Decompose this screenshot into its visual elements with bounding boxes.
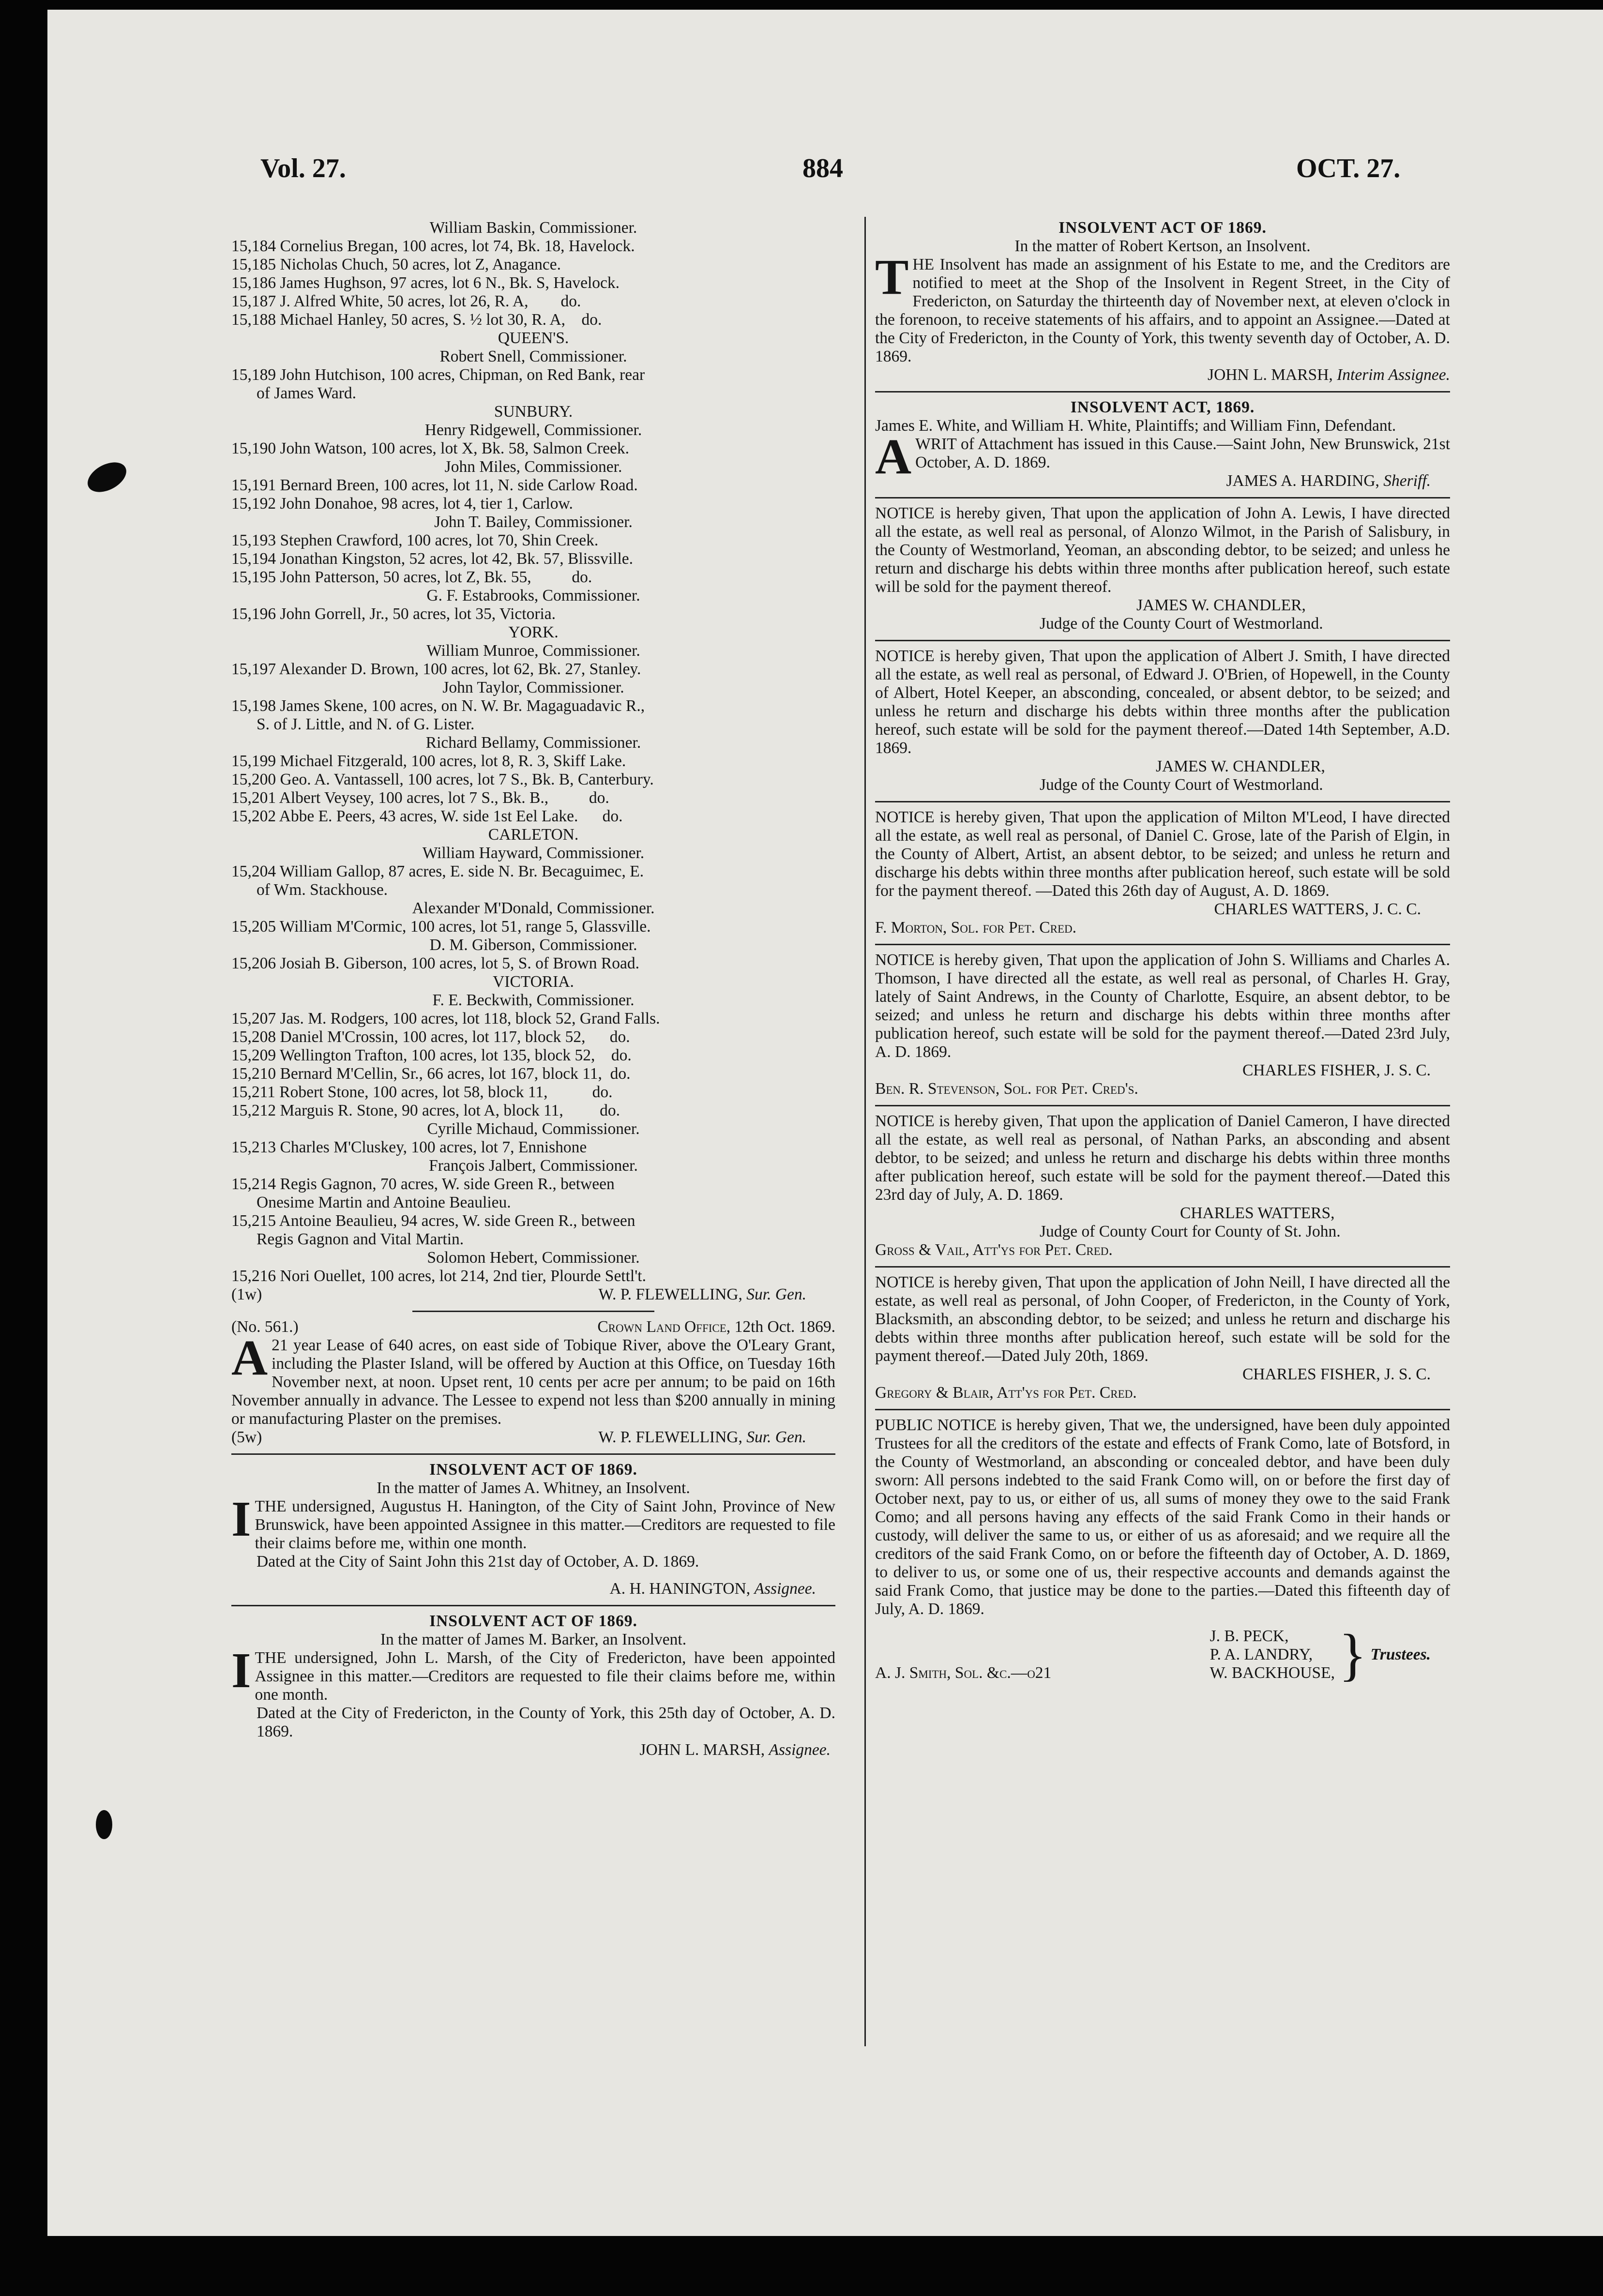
surveyor-signature: [231, 1285, 835, 1304]
trustee-name: W. BACKHOUSE,: [1210, 1664, 1335, 1682]
notice-title: INSOLVENT ACT, 1869.: [1070, 398, 1255, 416]
notice-title: INSOLVENT ACT OF 1869.: [1059, 219, 1267, 237]
grant-entry: 15,188 Michael Hanley, 50 acres, S. ½ lot 30, R. A, do.: [231, 311, 602, 329]
judge-signature: JAMES W. CHANDLER,: [1136, 596, 1306, 614]
grant-entry: 15,215 Antoine Beaulieu, 94 acres, W. side Green R., between: [231, 1212, 635, 1230]
judge-signature: CHARLES FISHER, J. S. C.: [1242, 1061, 1431, 1079]
crown-office: Crown Land Office,: [597, 1318, 731, 1336]
notice-title: INSOLVENT ACT OF 1869.: [429, 1612, 637, 1630]
grant-entry: 15,216 Nori Ouellet, 100 acres, lot 214, 2nd tier, Plourde Settl't.: [231, 1267, 646, 1285]
commissioner-heading: Robert Snell, Commissioner.: [439, 347, 627, 365]
grant-entry: 15,213 Charles M'Cluskey, 100 acres, lot 7, Ennishone: [231, 1138, 587, 1156]
section-rule: [875, 1105, 1450, 1106]
notice-dated: Dated at the City of Saint John this 21st day of October, A. D. 1869.: [257, 1553, 699, 1571]
grant-entry: 15,191 Bernard Breen, 100 acres, lot 11, N. side Carlow Road.: [231, 476, 638, 494]
grant-entry: 15,204 William Gallop, 87 acres, E. side N. Br. Becaguimec, E.: [231, 862, 644, 880]
commissioner-heading: William Baskin, Commissioner.: [429, 219, 637, 237]
judge-signature: JAMES W. CHANDLER,: [1156, 757, 1325, 775]
grant-entry: 15,199 Michael Fitzgerald, 100 acres, lot 8, R. 3, Skiff Lake.: [231, 752, 626, 770]
notice-title: INSOLVENT ACT OF 1869.: [429, 1461, 637, 1479]
notice-body: NOTICE is hereby given, That upon the application of John Neill, I have directed all the estate, as well real as personal, of John Cooper, of Fredericton, in the County of York, Blacksmith, an absconding debtor, to be seized; and unless he return and discharge his debts within three months after publication hereof, such estate will be sold for the payment thereof.—Dated July 20th, 1869.: [875, 1273, 1450, 1365]
right-column: [875, 219, 1450, 1687]
insertion-tag: (5w): [231, 1428, 262, 1446]
signer-name: JAMES A. HARDING,: [1226, 472, 1384, 490]
section-rule: [412, 1311, 654, 1312]
grant-entry: 15,211 Robert Stone, 100 acres, lot 58, block 11, do.: [231, 1083, 613, 1101]
section-rule: [875, 944, 1450, 945]
trustees-label: Trustees.: [1370, 1646, 1431, 1663]
signer-title: Interim Assignee.: [1337, 366, 1450, 384]
trustee-name: J. B. PECK,: [1210, 1627, 1289, 1645]
notice-body: ITHE undersigned, Augustus H. Hanington, of the City of Saint John, Province of New Brunswick, have been appointed Assignee in this matter.—Creditors are requested to file their claims before me, within one month.: [231, 1491, 835, 1552]
notice-body: ITHE undersigned, John L. Marsh, of the City of Fredericton, have been appointed Assignee in this matter.—Creditors are requested to file their claims before me, within one month.: [231, 1643, 835, 1704]
notice-signature: [231, 1580, 835, 1598]
grant-entry: 15,206 Josiah B. Giberson, 100 acres, lot 5, S. of Brown Road.: [231, 954, 640, 972]
notice-dated: Dated at the City of Fredericton, in the County of York, this 25th day of October, A. D. 1869.: [257, 1704, 835, 1740]
grant-entry: 15,212 Marguis R. Stone, 90 acres, lot A, block 11, do.: [231, 1102, 620, 1119]
grant-entry: 15,187 J. Alfred White, 50 acres, lot 26, R. A, do.: [231, 292, 581, 310]
left-column: [231, 219, 835, 1759]
commissioner-heading: Richard Bellamy, Commissioner.: [425, 734, 641, 752]
page-number: 884: [802, 153, 843, 183]
section-rule: [875, 1409, 1450, 1410]
notice-body: NOTICE is hereby given, That upon the application of John A. Lewis, I have directed all the estate, as well real as personal, of Alonzo Wilmot, in the Parish of Salisbury, in the County of Westmorland, Yeoman, an absconding debtor, to be seized; and unless he return and discharge his debts within three months after publication hereof, such estate will be sold for the payment thereof.: [875, 504, 1450, 596]
signer-name: W. P. FLEWELLING,: [598, 1428, 747, 1446]
county-heading: SUNBURY.: [494, 403, 573, 421]
grant-entry-continued: Regis Gagnon and Vital Martin.: [257, 1230, 464, 1248]
signer-title: Sur. Gen.: [746, 1428, 806, 1446]
grant-entry: 15,196 John Gorrell, Jr., 50 acres, lot 35, Victoria.: [231, 605, 556, 623]
grant-entry: 15,193 Stephen Crawford, 100 acres, lot 70, Shin Creek.: [231, 531, 599, 549]
grant-entry: 15,200 Geo. A. Vantassell, 100 acres, lot 7 S., Bk. B, Canterbury.: [231, 770, 654, 788]
trustees-block: [875, 1622, 1450, 1687]
issue-date: OCT. 27.: [1296, 153, 1401, 183]
ink-blot-mark: [96, 1810, 112, 1839]
commissioner-heading: F. E. Beckwith, Commissioner.: [432, 991, 635, 1009]
commissioner-heading: William Hayward, Commissioner.: [422, 844, 645, 862]
county-heading: VICTORIA.: [493, 973, 574, 991]
trustee-name: P. A. LANDRY,: [1210, 1646, 1313, 1663]
solicitor-line: A. J. Smith, Sol. &c.—o21: [875, 1664, 1052, 1682]
grant-entry: 15,214 Regis Gagnon, 70 acres, W. side Green R., between: [231, 1175, 615, 1193]
volume-number: Vol. 27.: [260, 153, 346, 183]
grant-entry: 15,194 Jonathan Kingston, 52 acres, lot 42, Bk. 57, Blissville.: [231, 550, 634, 568]
judge-signature: CHARLES WATTERS, J. C. C.: [1214, 900, 1421, 918]
judge-signature: CHARLES FISHER, J. S. C.: [1242, 1365, 1431, 1383]
notice-parties: James E. White, and William H. White, Plaintiffs; and William Finn, Defendant.: [875, 417, 1396, 435]
insertion-tag: (1w): [231, 1285, 262, 1303]
grant-entry: 15,209 Wellington Trafton, 100 acres, lot 135, block 52, do.: [231, 1046, 632, 1064]
notice-signature: [875, 472, 1450, 490]
public-notice-body: PUBLIC NOTICE is hereby given, That we, the undersigned, have been duly appointed Trustees for all the creditors of the estate and effects of Frank Como, late of Botsford, in the County of Westmorland, an absconding or concealed debtor, and have been duly sworn: All persons indebted to the said Frank Como will, on or before the first day of October next, pay to us, or either of us, all sums of money they owe to the said Frank Como; and all persons having any effects of the said Frank Como in their hands or custody, will deliver the same to us, or either of us as aforesaid; and we require all the creditors of the said Frank Como, on or before the fifteenth day of October, A. D. 1869, to deliver to us, or some one of us, their respective accounts and demands against the said Frank Como, that justice may be done to the parties.—Dated this fifteenth day of July, A. D. 1869.: [875, 1416, 1450, 1618]
commissioner-heading: John Taylor, Commissioner.: [442, 679, 624, 696]
judge-court: Judge of the County Court of Westmorland.: [1040, 615, 1323, 633]
signer-title: Sur. Gen.: [746, 1285, 806, 1303]
solicitor-line: Gregory & Blair, Att'ys for Pet. Cred.: [875, 1384, 1137, 1402]
signer-name: JOHN L. MARSH,: [1208, 366, 1337, 384]
notice-matter: In the matter of James A. Whitney, an Insolvent.: [377, 1479, 690, 1497]
column-divider: [864, 217, 866, 2046]
signer-title: Assignee.: [769, 1741, 831, 1759]
notice-signature: [231, 1741, 835, 1759]
section-rule: [875, 497, 1450, 498]
grant-entry: 15,198 James Skene, 100 acres, on N. W. Br. Magaguadavic R.,: [231, 697, 645, 715]
grant-entry: 15,208 Daniel M'Crossin, 100 acres, lot 117, block 52, do.: [231, 1028, 630, 1046]
notice-body: THE Insolvent has made an assignment of his Estate to me, and the Creditors are notified to meet at the Shop of the Insolvent in Regent Street, in the City of Fredericton, on Saturday the thirteenth day of November next, at eleven o'clock in the forenoon, to receive statements of his affairs, and to appoint an Assignee.—Dated at the City of Fredericton, in the County of York, this twenty seventh day of October, A. D. 1869.: [875, 249, 1450, 365]
grant-entry: 15,197 Alexander D. Brown, 100 acres, lot 62, Bk. 27, Stanley.: [231, 660, 641, 678]
commissioner-heading: John Miles, Commissioner.: [444, 458, 622, 476]
solicitor-line: Ben. R. Stevenson, Sol. for Pet. Cred's.: [875, 1080, 1138, 1098]
gazette-page: [47, 10, 1603, 2236]
county-heading: QUEEN'S.: [498, 329, 569, 347]
grant-entry: 15,201 Albert Veysey, 100 acres, lot 7 S., Bk. B., do.: [231, 789, 609, 807]
ink-blot-mark: [83, 456, 131, 498]
commissioner-heading: Alexander M'Donald, Commissioner.: [412, 899, 655, 917]
section-rule: [875, 640, 1450, 641]
grant-entry-continued: Onesime Martin and Antoine Beaulieu.: [257, 1193, 511, 1211]
commissioner-heading: D. M. Giberson, Commissioner.: [429, 936, 637, 954]
grant-entry-continued: of Wm. Stackhouse.: [257, 881, 388, 899]
notice-signature: [875, 366, 1450, 384]
grant-entry: 15,210 Bernard M'Cellin, Sr., 66 acres, lot 167, block 11, do.: [231, 1065, 631, 1083]
grant-entry: 15,190 John Watson, 100 acres, lot X, Bk. 58, Salmon Creek.: [231, 439, 630, 457]
section-rule: [875, 391, 1450, 393]
judge-signature: CHARLES WATTERS,: [1180, 1204, 1335, 1222]
grant-entry: 15,189 John Hutchison, 100 acres, Chipman, on Red Bank, rear: [231, 366, 645, 384]
crown-date: 12th Oct. 1869.: [730, 1318, 835, 1336]
notice-matter: In the matter of James M. Barker, an Insolvent.: [380, 1631, 687, 1648]
signer-name: JOHN L. MARSH,: [639, 1741, 769, 1759]
commissioner-heading: John T. Bailey, Commissioner.: [434, 513, 633, 531]
county-heading: YORK.: [508, 623, 559, 641]
grant-entry-continued: of James Ward.: [257, 384, 357, 402]
grant-entry: 15,184 Cornelius Bregan, 100 acres, lot 74, Bk. 18, Havelock.: [231, 237, 635, 255]
notice-body: NOTICE is hereby given, That upon the application of Daniel Cameron, I have directed all the estate, as well real as personal, of Nathan Parks, an absconding and absent debtor, to be seized; and unless he return and discharge his debts within three months after publication hereof, such estate will be sold for the payment thereof.—Dated this 23rd day of July, A. D. 1869.: [875, 1112, 1450, 1204]
commissioner-heading: François Jalbert, Commissioner.: [429, 1157, 638, 1175]
trustee-names: [1210, 1627, 1335, 1682]
notice-body: NOTICE is hereby given, That upon the application of Albert J. Smith, I have directed all the estate, as well real as personal, of Edward J. O'Brien, of Hopewell, in the County of Albert, Hotel Keeper, an absconding, concealed, or absent debtor, to be seized; and unless he return and discharge his debts within three months after the publication hereof, such estate will be sold for the payment thereof.—Dated 14th September, A.D. 1869.: [875, 647, 1450, 757]
signer-title: Assignee.: [754, 1580, 816, 1598]
notice-body: AWRIT of Attachment has issued in this Cause.—Saint John, New Brunswick, 21st October, A. D. 1869.: [875, 429, 1450, 484]
signer-name: W. P. FLEWELLING,: [598, 1285, 747, 1303]
commissioner-heading: G. F. Estabrooks, Commissioner.: [426, 587, 640, 604]
solicitor-line: Gross & Vail, Att'ys for Pet. Cred.: [875, 1241, 1113, 1259]
signer-title: Sheriff.: [1383, 472, 1431, 490]
notice-body: NOTICE is hereby given, That upon the application of John S. Williams and Charles A. Thomson, I have directed all the estate, as well real as personal, of Charles H. Gray, lately of Saint Andrews, in the County of Charlotte, Esquire, an absent debtor, to be seized; and unless he return and discharge his debts within three months after publication hereof, such estate will be sold for the payment thereof.—Dated 23rd July, A. D. 1869.: [875, 951, 1450, 1061]
surveyor-signature: [231, 1428, 835, 1447]
grant-entry-continued: S. of J. Little, and N. of G. Lister.: [257, 715, 475, 733]
notice-number: (No. 561.): [231, 1318, 299, 1336]
section-rule: [231, 1453, 835, 1455]
grant-entry: 15,202 Abbe E. Peers, 43 acres, W. side 1st Eel Lake. do.: [231, 807, 623, 825]
grant-entry: 15,192 John Donahoe, 98 acres, lot 4, tier 1, Carlow.: [231, 495, 573, 513]
commissioner-heading: William Munroe, Commissioner.: [426, 642, 640, 660]
grant-entry: 15,205 William M'Cormic, 100 acres, lot 51, range 5, Glassville.: [231, 918, 651, 936]
brace-glyph: }: [1339, 1622, 1367, 1687]
judge-court: Judge of County Court for County of St. John.: [1040, 1223, 1341, 1240]
commissioner-heading: Henry Ridgewell, Commissioner.: [424, 421, 642, 439]
judge-court: Judge of the County Court of Westmorland.: [1040, 776, 1323, 794]
crown-land-notice-body: A21 year Lease of 640 acres, on east side of Tobique River, above the O'Leary Grant, including the Plaster Island, will be offered by Auction at this Office, on Tuesday 16th November next, at noon. Upset rent, 10 cents per acre per annum; to be paid on 16th November annually in advance. The Lessee to expend not less than $200 annually in mining or manufacturing Plaster on the premises.: [231, 1330, 835, 1428]
crown-land-notice-header: [231, 1318, 835, 1336]
signer-name: A. H. HANINGTON,: [609, 1580, 755, 1598]
solicitor-line: F. Morton, Sol. for Pet. Cred.: [875, 919, 1077, 937]
section-rule: [875, 801, 1450, 802]
section-rule: [231, 1605, 835, 1606]
grant-entry: 15,185 Nicholas Chuch, 50 acres, lot Z, Anagance.: [231, 256, 561, 273]
notice-body: NOTICE is hereby given, That upon the application of Milton M'Leod, I have directed all the estate, as well real as personal, of Daniel C. Grose, late of the Parish of Elgin, in the County of Albert, Artist, an absent debtor, to be seized; and unless he return and discharge his debts within three months after publication hereof, such estate will be sold for the payment thereof. —Dated this 26th day of August, A. D. 1869.: [875, 808, 1450, 900]
grant-list: [231, 237, 835, 329]
notice-matter: In the matter of Robert Kertson, an Insolvent.: [1014, 237, 1311, 255]
grant-entry: 15,186 James Hughson, 97 acres, lot 6 N., Bk. S, Havelock.: [231, 274, 620, 292]
grant-entry: 15,195 John Patterson, 50 acres, lot Z, Bk. 55, do.: [231, 568, 592, 586]
commissioner-heading: Solomon Hebert, Commissioner.: [427, 1249, 640, 1267]
section-rule: [875, 1266, 1450, 1268]
grant-entry: 15,207 Jas. M. Rodgers, 100 acres, lot 118, block 52, Grand Falls.: [231, 1010, 660, 1027]
commissioner-heading: Cyrille Michaud, Commissioner.: [427, 1120, 640, 1138]
county-heading: CARLETON.: [488, 826, 579, 844]
